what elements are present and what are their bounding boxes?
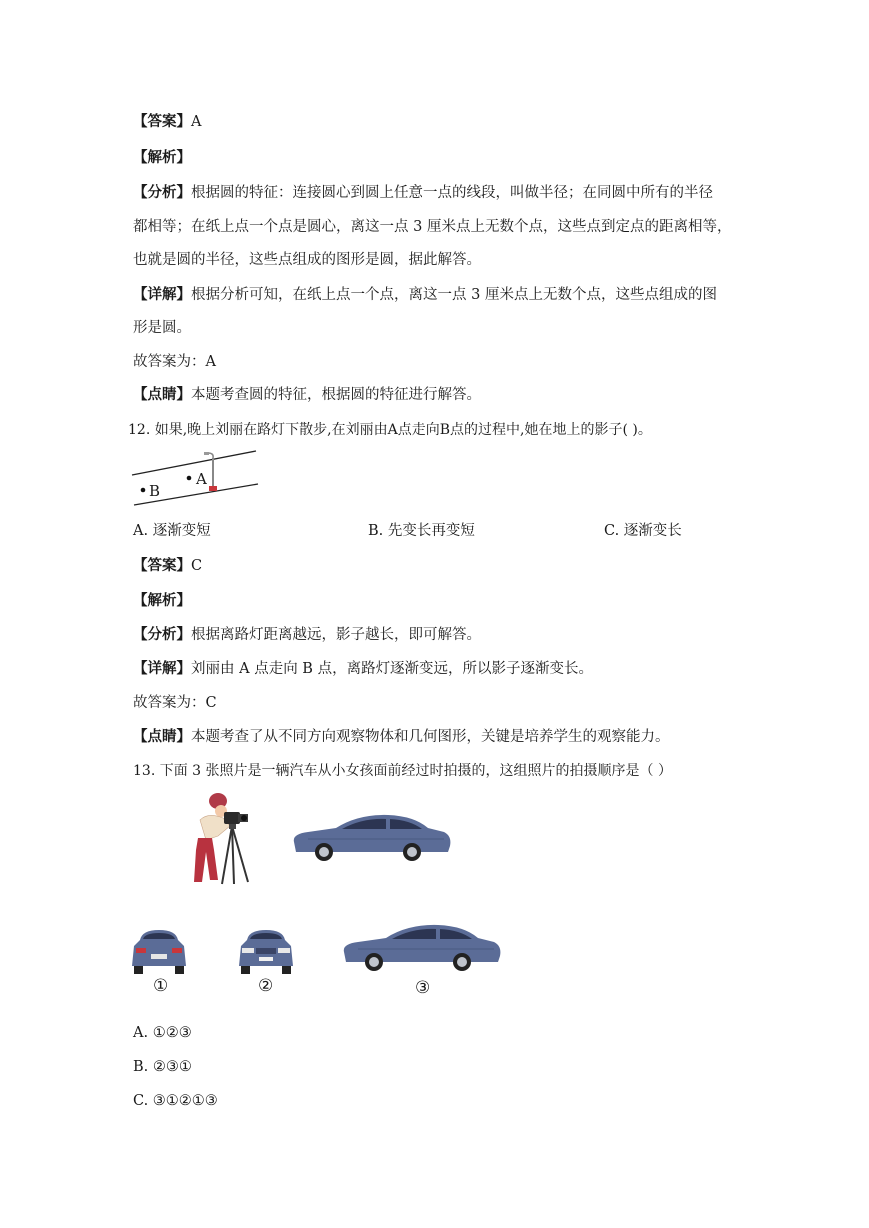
q13-option-c[interactable]: C. ③①②①③ [133, 1093, 218, 1109]
fenxi-text: 根据圆的特征：连接圆心到圆上任意一点的线段，叫做半径；在同圆中所有的半径 [191, 185, 713, 201]
point-b-dot [141, 488, 146, 493]
answer-value: C [191, 558, 203, 574]
q12-dianjing [133, 727, 670, 747]
q11-analysis-tag: 【解析】 [133, 149, 191, 166]
dianjing-text: 本题考查了从不同方向观察物体和几何图形，关键是培养学生的观察能力。 [191, 729, 670, 745]
xiangjie-text: 刘丽由 A 点走向 B 点，离路灯逐渐变远，所以影子逐渐变长。 [191, 661, 594, 677]
q11-xiangjie-1 [133, 285, 717, 305]
car-rear-view-image [130, 926, 188, 976]
road-upper-edge [132, 451, 256, 475]
q11-answer [133, 112, 201, 132]
fenxi-tag: 【分析】 [133, 626, 191, 643]
car-front-view-image [236, 926, 296, 976]
q11-fenxi-3: 也就是圆的半径，这些点组成的图形是圆，据此解答。 [133, 252, 481, 268]
q13-option-b[interactable]: B. ②③① [133, 1059, 192, 1075]
fenxi-tag: 【分析】 [133, 184, 191, 201]
q11-final: 故答案为：A [133, 354, 216, 370]
q12-option-b[interactable]: B. 先变长再变短 [368, 523, 475, 539]
answer-tag: 【答案】 [133, 557, 191, 574]
q12-question: 12. 如果,晚上刘丽在路灯下散步,在刘丽由A点走向B点的过程中,她在地上的影子( )。 [128, 422, 652, 438]
q11-fenxi-1 [133, 183, 713, 203]
q12-final: 故答案为：C [133, 695, 217, 711]
photo-label-3: ③ [415, 978, 431, 998]
xiangjie-tag: 【详解】 [133, 286, 191, 303]
point-a-dot [187, 476, 192, 481]
q13-option-a[interactable]: A. ①②③ [133, 1025, 192, 1041]
q11-dianjing [133, 385, 481, 405]
dianjing-tag: 【点睛】 [133, 386, 191, 403]
point-b-label: B [149, 482, 161, 500]
q12-xiangjie [133, 659, 593, 679]
dianjing-tag: 【点睛】 [133, 728, 191, 745]
answer-value: A [191, 114, 202, 130]
q12-answer [133, 556, 202, 576]
xiangjie-text: 根据分析可知，在纸上点一个点，离这一点 3 厘米点上无数个点，这些点组成的图 [191, 287, 717, 303]
q13-question: 13. 下面 3 张照片是一辆汽车从小女孩面前经过时拍摄的，这组照片的拍摄顺序是（ ） [133, 763, 672, 779]
girl-photographer-image [178, 790, 258, 888]
q12-analysis-tag: 【解析】 [133, 592, 191, 609]
point-a-label: A [196, 470, 207, 488]
q12-fenxi [133, 625, 481, 645]
photo-label-1: ① [153, 976, 169, 996]
dianjing-text: 本题考查圆的特征，根据圆的特征进行解答。 [191, 387, 481, 403]
q12-option-c[interactable]: C. 逐渐变长 [604, 523, 682, 539]
photo-label-2: ② [258, 976, 274, 996]
q11-fenxi-2: 都相等；在纸上点一个点是圆心，离这一点 3 厘米点上无数个点，这些点到定点的距离相等， [133, 219, 732, 235]
car-side-view-small-image [338, 922, 504, 974]
answer-tag: 【答案】 [133, 113, 191, 130]
q11-xiangjie-2: 形是圆。 [133, 320, 191, 336]
xiangjie-tag: 【详解】 [133, 660, 191, 677]
q12-option-a[interactable]: A. 逐渐变短 [133, 523, 211, 539]
fenxi-text: 根据离路灯距离越远，影子越长，即可解答。 [191, 627, 481, 643]
car-side-view-image [288, 812, 454, 864]
